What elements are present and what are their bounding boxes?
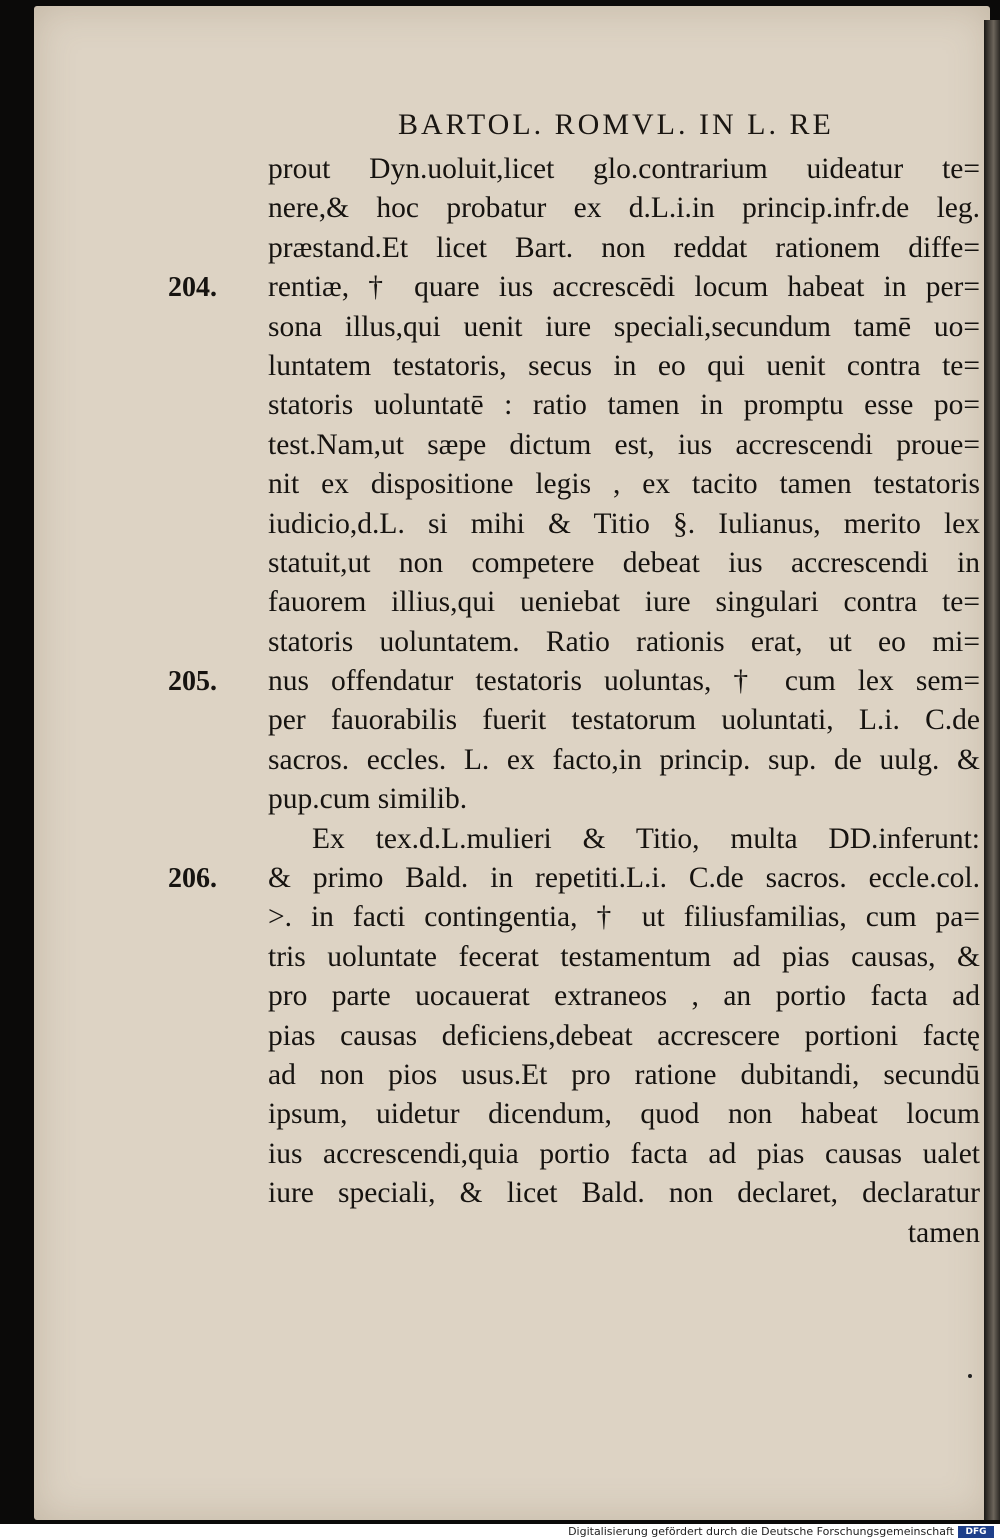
- text-line: tamen: [907, 1216, 980, 1249]
- page-edge-shadow: [984, 20, 1000, 1520]
- text-line: nit ex dispositione legis , ex tacito tamen testatoris: [268, 468, 980, 501]
- text-line: sona illus,qui uenit iure speciali,secundum tamē uo=: [268, 310, 980, 343]
- text-line: ius accrescendi,quia portio facta ad pias causas ualet: [268, 1137, 980, 1170]
- text-line: iudicio,d.L. si mihi & Titio §. Iulianus, merito lex: [268, 507, 980, 540]
- text-line: statoris uoluntatē : ratio tamen in promptu esse po=: [268, 389, 980, 422]
- text-line: nus offendatur testatoris uoluntas, † cum lex sem=: [268, 665, 980, 698]
- text-line: prout Dyn.uoluit,licet glo.contrarium uideatur te=: [268, 153, 980, 185]
- text-line: >. in facti contingentia, † ut filiusfamilias, cum pa=: [268, 901, 980, 934]
- text-line: & primo Bald. in repetiti.L.i. C.de sacros. eccle.col.: [268, 862, 980, 895]
- text-line: præstand.Et licet Bart. non reddat rationem diffe=: [268, 231, 980, 264]
- text-line: fauorem illius,qui ueniebat iure singulari contra te=: [268, 586, 980, 619]
- text-line: ad non pios usus.Et pro ratione dubitandi, secundū: [268, 1058, 980, 1091]
- running-head: BARTOL. ROMVL. IN L. RE: [398, 108, 834, 141]
- text-line: statuit,ut non competere debeat ius accrescendi in: [268, 546, 980, 579]
- text-line: pro parte uocauerat extraneos , an portio facta ad: [268, 980, 980, 1013]
- text-line: per fauorabilis fuerit testatorum uoluntati, L.i. C.de: [268, 704, 980, 737]
- text-line: pias causas deficiens,debeat accrescere portioni factę: [268, 1019, 980, 1052]
- text-line: nere,& hoc probatur ex d.L.i.in princip.infr.de leg.: [268, 192, 980, 225]
- body-text: [268, 150, 980, 1253]
- text-line: iure speciali, & licet Bald. non declaret, declaratur: [268, 1177, 980, 1210]
- text-line: sacros. eccles. L. ex facto,in princip. sup. de uulg. &: [268, 743, 980, 776]
- text-line: pup.cum similib.: [268, 783, 468, 816]
- text-line: tris uoluntate fecerat testamentum ad pias causas, &: [268, 940, 980, 973]
- text-line: ipsum, uidetur dicendum, quod non habeat locum: [268, 1098, 980, 1131]
- text-line: Ex tex.d.L.mulieri & Titio, multa DD.inferunt:: [312, 822, 980, 855]
- ink-speck: [968, 1374, 972, 1378]
- dfg-logo: DFG: [958, 1526, 994, 1538]
- margin-number: 205.: [168, 666, 217, 698]
- digitization-footer: [0, 1524, 1000, 1540]
- text-line: statoris uoluntatem. Ratio rationis erat, ut eo mi=: [268, 625, 980, 658]
- footer-credit: Digitalisierung gefördert durch die Deutsche Forschungsgemeinschaft: [568, 1525, 954, 1538]
- text-line: test.Nam,ut sæpe dictum est, ius accrescendi proue=: [268, 428, 980, 461]
- text-line: rentiæ, † quare ius accrescēdi locum habeat in per=: [268, 271, 980, 304]
- margin-number: 204.: [168, 272, 217, 304]
- text-line: luntatem testatoris, secus in eo qui uenit contra te=: [268, 349, 980, 382]
- margin-number: 206.: [168, 863, 217, 895]
